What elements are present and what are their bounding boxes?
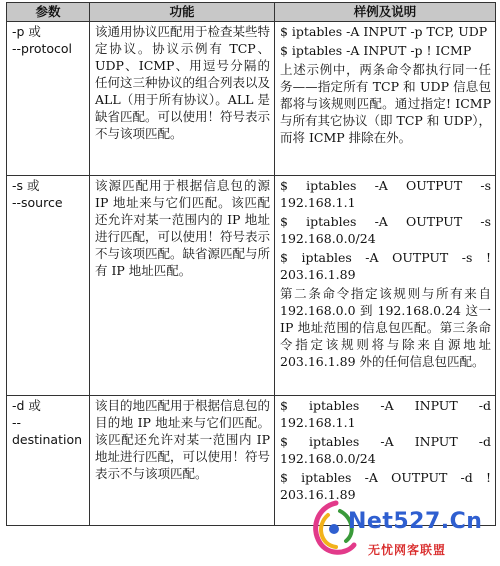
param-name: -d 或 xyxy=(12,398,41,413)
example-command: $ iptables -A INPUT -p ! ICMP xyxy=(280,43,472,58)
header-examples: 样例及说明 xyxy=(275,3,496,22)
function-cell: 该目的地匹配用于根据信息包的目的地 IP 地址来与它们匹配。该匹配还允许对某一范围内 IP 地址进行匹配，可以使用！符号表示不与该项匹配。 xyxy=(90,396,275,526)
function-cell: 该通用协议匹配用于检查某些特定协议。协议示例有 TCP、UDP、ICMP、用逗号分隔的任何这三种协议的组合列表以及 ALL（用于所有协议）。ALL 是缺省匹配。可以使用！符号表示不与该项匹配。 xyxy=(90,22,275,176)
param-name: destination xyxy=(12,432,83,447)
example-explanation: 第二条命令指定该规则与所有来自 192.168.0.0 到 192.168.0.24 这一 IP 地址范围的信息包匹配。第三条命令指定该规则将与除来自源地址 203.16.1.89 外的任何信息包匹配。 xyxy=(280,286,491,369)
example-command: $ iptables -A INPUT -d 192.168.1.1 xyxy=(280,398,491,430)
param-name: --protocol xyxy=(12,41,73,56)
param-name: -p 或 xyxy=(12,24,41,39)
header-function: 功能 xyxy=(90,3,275,22)
header-row xyxy=(7,3,496,22)
function-cell: 该源匹配用于根据信息包的源 IP 地址来与它们匹配。该匹配还允许对某一范围内的 IP 地址进行匹配，可以使用！符号表示不与该项匹配。缺省源匹配与所有 IP 地址匹配。 xyxy=(90,176,275,396)
example-command: $ iptables -A INPUT -d 192.168.0.0/24 xyxy=(280,434,491,466)
example-command: $ iptables -A OUTPUT -s 192.168.1.1 xyxy=(280,178,491,210)
example-explanation: 上述示例中，两条命令都执行同一任务——指定所有 TCP 和 UDP 信息包都将与该规则匹配。通过指定! ICMP 与所有其它协议（即 TCP 和 UDP），而将 ICMP 排除在外。 xyxy=(280,62,491,145)
param-name: -s 或 xyxy=(12,178,40,193)
example-command: $ iptables -A INPUT -p TCP, UDP xyxy=(280,24,488,39)
param-name: -- xyxy=(12,415,22,430)
param-cell xyxy=(7,396,90,526)
table-row xyxy=(7,22,496,176)
example-command: $ iptables -A OUTPUT -d ! 203.16.1.89 xyxy=(280,470,491,502)
iptables-match-table xyxy=(6,2,496,526)
watermark xyxy=(306,497,496,563)
param-cell xyxy=(7,22,90,176)
param-name: --source xyxy=(12,195,63,210)
example-command: $ iptables -A OUTPUT -s 192.168.0.0/24 xyxy=(280,214,491,246)
example-command: $ iptables -A OUTPUT -s ! 203.16.1.89 xyxy=(280,250,491,282)
header-param: 参数 xyxy=(7,3,90,22)
param-cell xyxy=(7,176,90,396)
table-row xyxy=(7,176,496,396)
examples-cell xyxy=(275,22,496,176)
examples-cell xyxy=(275,176,496,396)
watermark-subtitle: 无忧网客联盟 xyxy=(368,543,447,557)
watermark-site: Net527.Cn xyxy=(348,509,483,534)
